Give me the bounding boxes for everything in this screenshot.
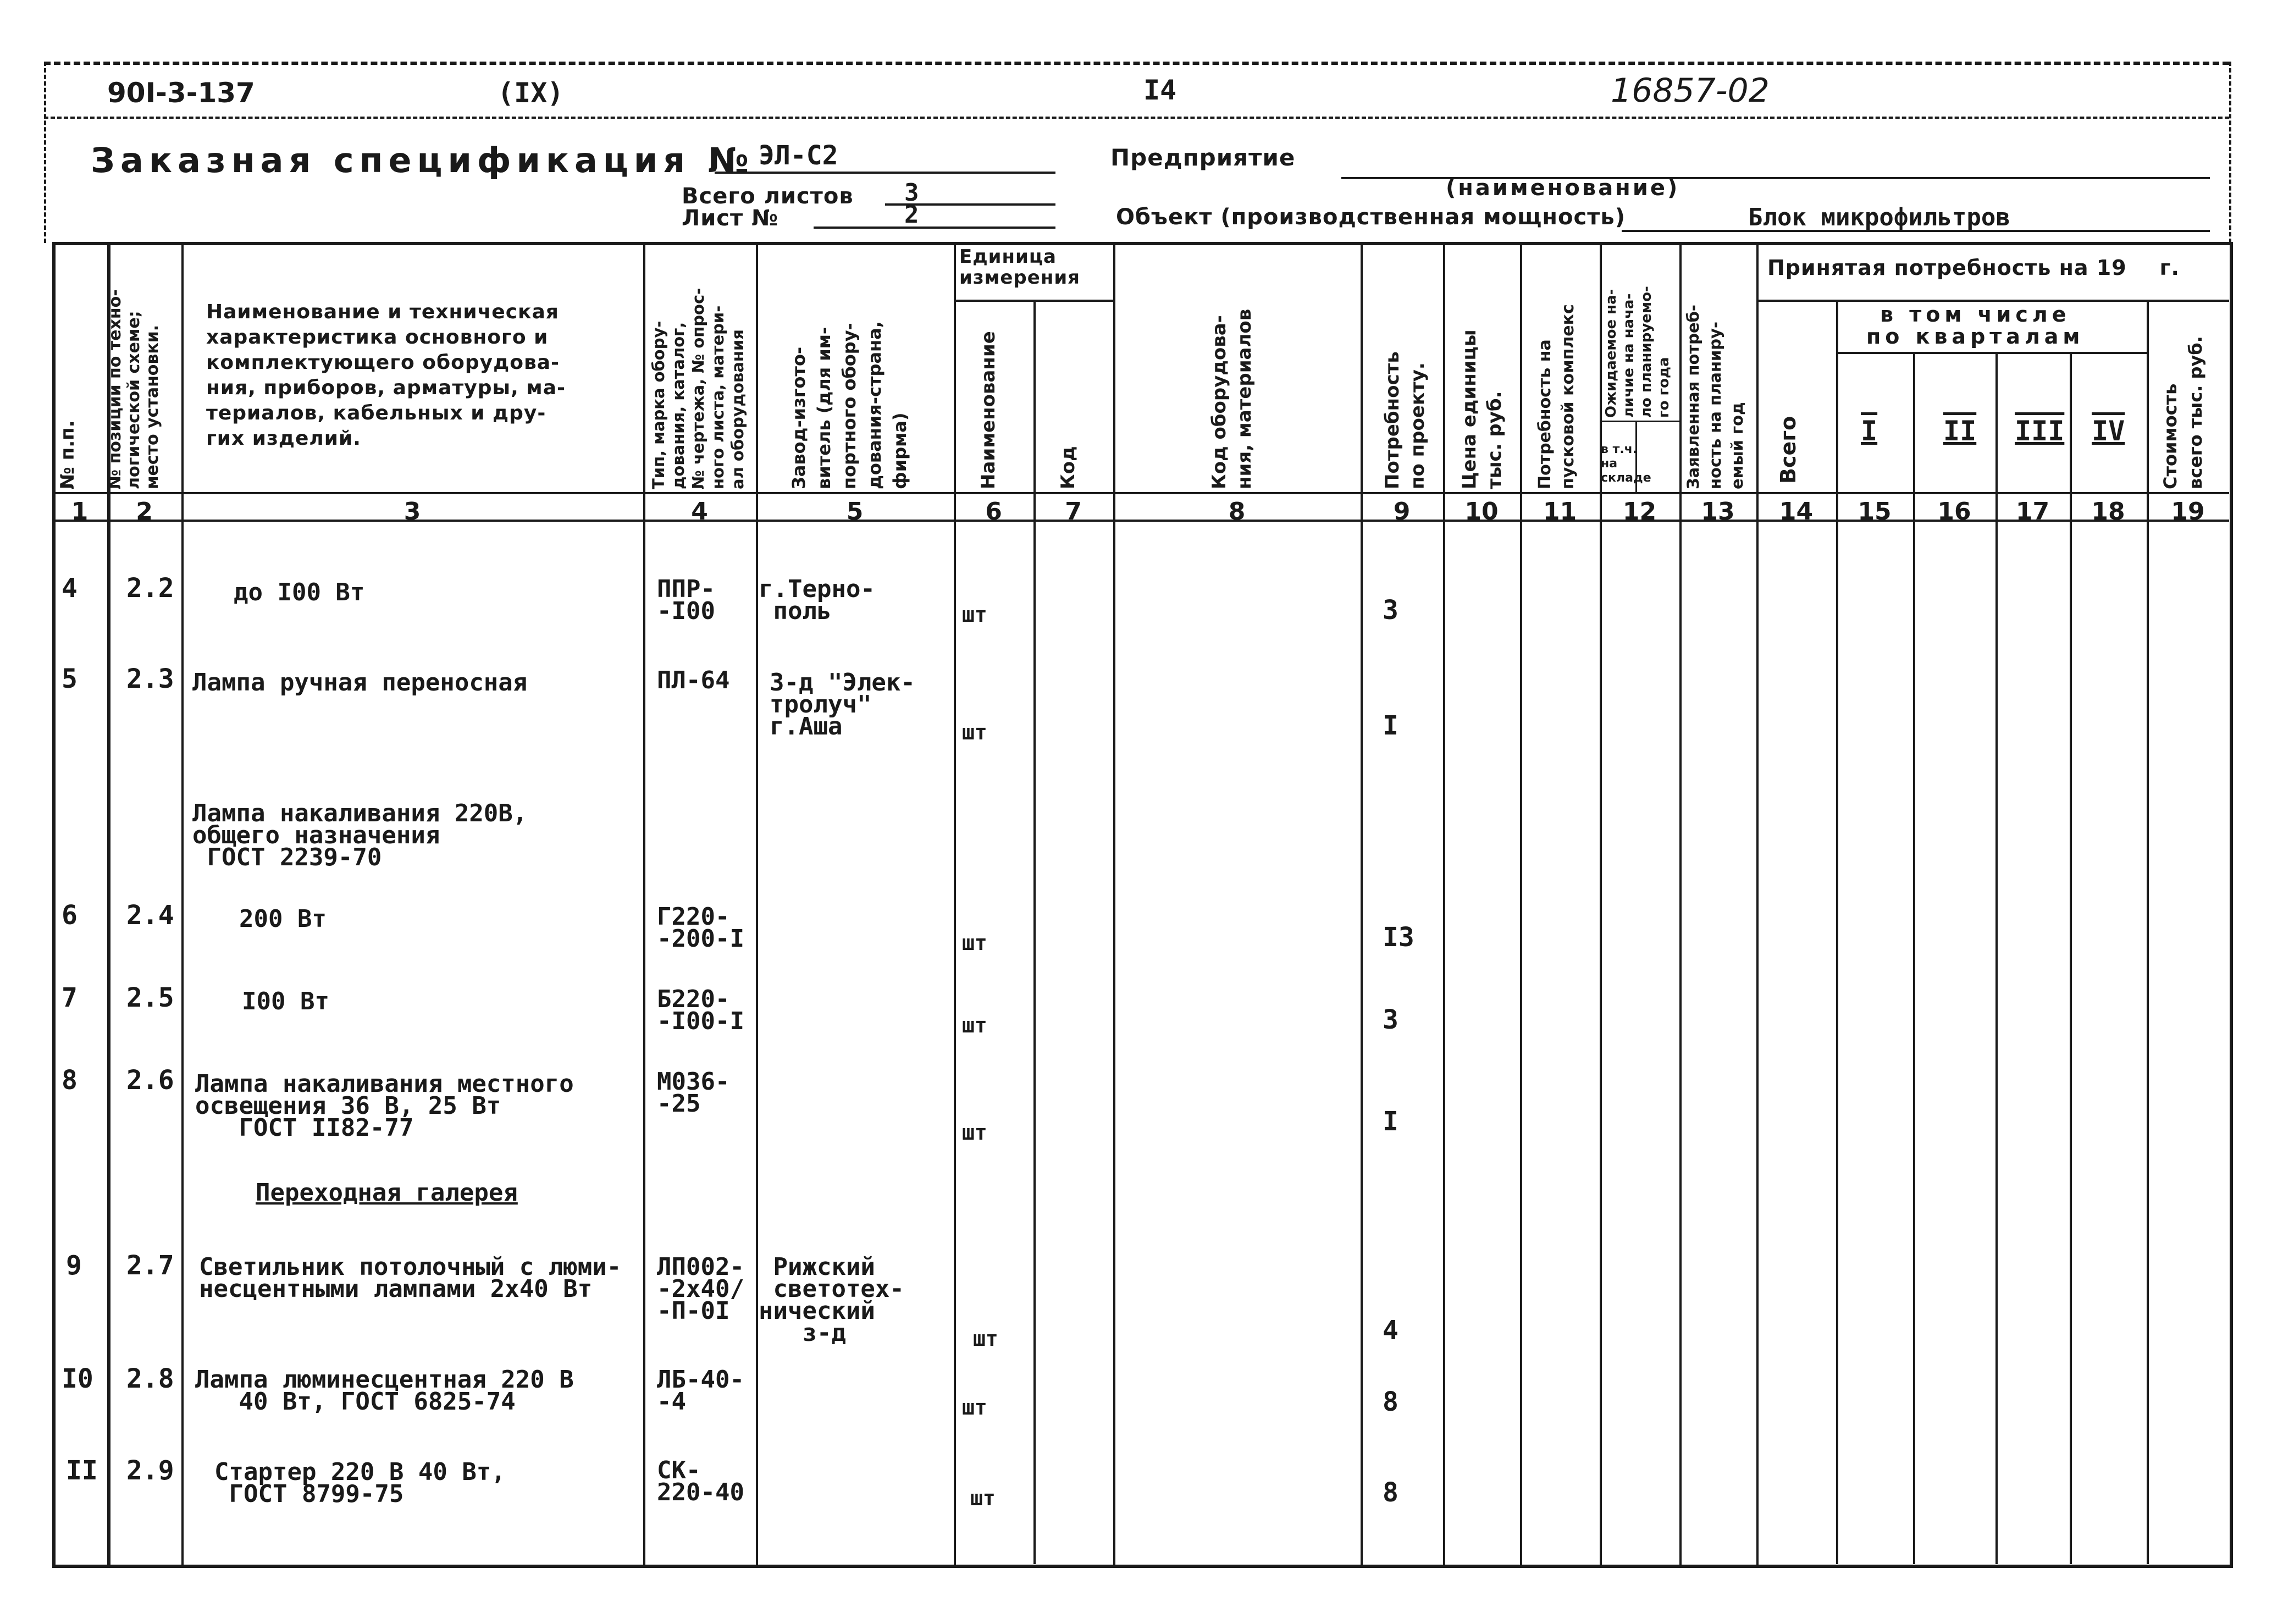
col-number: 3	[403, 498, 421, 526]
row-number: 9	[66, 1250, 82, 1281]
row-type: М036- -25	[657, 1068, 730, 1118]
unit-group-head: Единица измерения	[959, 246, 1080, 289]
row-type: Б220- -I00-I	[657, 985, 744, 1035]
col-head-10: Цена единицы тыс. руб.	[1458, 329, 1506, 489]
enterprise-label: Предприятие	[1110, 144, 1296, 171]
col-divider	[2070, 352, 2072, 1564]
col-number: 10	[1464, 498, 1499, 526]
accepted-head	[1767, 256, 2180, 280]
row-position: 2.4	[126, 900, 174, 931]
col-number: 12	[1622, 498, 1657, 526]
row-qty: I3	[1383, 922, 1414, 953]
col-divider	[1520, 242, 1522, 1565]
col-head-5: Завод-изгото- витель (для им- портного обору- дования-страна, фирма)	[788, 321, 910, 489]
quarters-group-line	[1836, 352, 2147, 354]
row-position: 2.8	[126, 1363, 174, 1394]
row-name: Стартер 220 В 40 Вт, ГОСТ 8799-75	[214, 1458, 506, 1508]
object-label: Объект (производственная мощность)	[1116, 205, 1626, 230]
col-number: 5	[846, 498, 864, 526]
page-number: I4	[1143, 74, 1177, 106]
object-line	[1622, 230, 2210, 232]
row-qty: 3	[1383, 595, 1398, 626]
col-head-12b: в т.ч. на складе	[1601, 443, 1651, 485]
row-number: II	[66, 1455, 98, 1486]
top-border	[44, 62, 2229, 65]
row-unit: шт	[962, 720, 987, 744]
row-position: 2.7	[126, 1250, 174, 1281]
col-divider	[1361, 242, 1363, 1565]
sheet-value: 2	[904, 201, 919, 229]
naming-label: (наименование)	[1446, 175, 1680, 201]
sheet-line	[814, 227, 1055, 229]
col-head-18: IV	[2092, 415, 2125, 447]
col-divider	[2147, 300, 2149, 1564]
col-number: 7	[1065, 498, 1082, 526]
col-head-9: Потребность по проекту.	[1381, 351, 1429, 489]
row-name: до I00 Вт	[234, 578, 365, 606]
col-head-17: III	[2015, 415, 2065, 447]
row-type: ППР- -I00	[657, 575, 715, 625]
row-unit: шт	[962, 1013, 987, 1037]
header-divider	[44, 117, 2229, 119]
part-label: (IX)	[497, 77, 564, 109]
row-maker: З-д "Элек- тролуч" г.Аша	[770, 669, 915, 741]
row-unit: шт	[962, 1395, 987, 1419]
total-sheets-label: Всего листов	[682, 184, 854, 209]
row-name: I00 Вт	[242, 987, 329, 1015]
row-name: Лампа накаливания 220В, общего назначения ГОСТ 2239-70	[192, 799, 528, 871]
col-head-8: Код оборудова- ния, материалов	[1208, 308, 1256, 489]
col-head-1: № п.п.	[57, 420, 79, 489]
col-head-6: Наименование	[977, 331, 999, 489]
col-number: 11	[1543, 498, 1577, 526]
col-head-7: Код	[1057, 446, 1079, 489]
row-position: 2.3	[126, 664, 174, 694]
doc-number: 16857-02	[1611, 71, 1770, 110]
col-head-4: Тип, марка обору- дования, каталог, № чертежа, № опрос- ного листа, матери- ал оборудования	[649, 288, 747, 489]
col-number: 8	[1228, 498, 1246, 526]
col-head-3: Наименование и техническая характеристика основного и комплектующего оборудова- ния, приборов, арматуры, ма- териалов, кабельных и дру- гих изделий.	[206, 301, 566, 450]
section-heading: Переходная галерея	[256, 1179, 518, 1207]
col-number: 14	[1779, 498, 1814, 526]
row-unit: шт	[962, 603, 987, 627]
row-type: ПЛ-64	[657, 666, 730, 694]
row-position: 2.2	[126, 573, 174, 604]
c12-split-line	[1600, 421, 1679, 422]
sheet-label: Лист №	[682, 206, 779, 231]
row-position: 2.5	[126, 982, 174, 1013]
row-unit: шт	[973, 1327, 998, 1351]
row-qty: 8	[1383, 1477, 1398, 1508]
accepted-group-line	[1756, 300, 2229, 302]
row-position: 2.6	[126, 1065, 174, 1096]
col-divider	[1679, 242, 1682, 1565]
col-head-14: Всего	[1776, 416, 1800, 484]
quarters-head: в том числе по кварталам	[1866, 302, 2085, 349]
col-number: 17	[2015, 498, 2050, 526]
unit-group-line	[954, 300, 1113, 302]
row-type: СК- 220-40	[657, 1456, 744, 1506]
object-value: Блок микрофильтров	[1748, 203, 2010, 231]
accepted-suffix: г.	[2159, 256, 2180, 280]
col-divider	[756, 242, 758, 1565]
row-qty: I	[1383, 710, 1398, 741]
col-number: 6	[985, 498, 1002, 526]
row-number: 8	[62, 1065, 78, 1096]
row-maker: Рижский светотех- нический з-д	[759, 1253, 904, 1347]
left-border-top	[44, 62, 46, 243]
row-type: Г220- -200-I	[657, 903, 744, 953]
col-divider	[1600, 242, 1602, 1565]
row-qty: I	[1383, 1106, 1398, 1137]
total-sheets-value: 3	[904, 179, 919, 207]
row-number: 4	[62, 573, 78, 604]
spec-title: Заказная спецификация №	[91, 140, 755, 180]
row-type: ЛБ-40- -4	[657, 1366, 744, 1416]
col-divider	[954, 242, 956, 1565]
col-head-2: № позиции по техно- логической схеме; место установки.	[106, 289, 162, 489]
col-number: 15	[1858, 498, 1892, 526]
col-divider	[643, 242, 645, 1565]
row-number: 6	[62, 900, 78, 931]
row-position: 2.9	[126, 1455, 174, 1486]
spec-number: ЭЛ-С2	[759, 140, 838, 171]
row-unit: шт	[962, 931, 987, 955]
col-divider	[1033, 300, 1036, 1564]
row-unit: шт	[970, 1486, 996, 1510]
row-name: 200 Вт	[239, 905, 327, 933]
col-number: 19	[2171, 498, 2205, 526]
col-divider	[1836, 300, 1838, 1564]
col-divider	[181, 242, 184, 1565]
col-number: 4	[691, 498, 708, 526]
row-name: Лампа ручная переносная	[192, 669, 528, 697]
col-number: 13	[1701, 498, 1735, 526]
row-number: 7	[62, 982, 78, 1013]
col-head-13: Заявленная потреб- ность на планиру- емый год	[1684, 305, 1746, 489]
row-maker: г.Терно- поль	[759, 575, 875, 625]
col-number: 1	[71, 498, 89, 526]
col-head-16: II	[1943, 415, 1977, 447]
col-number: 18	[2091, 498, 2125, 526]
row-name: Лампа накаливания местного освещения 36 В, 25 Вт ГОСТ II82-77	[195, 1070, 574, 1142]
col-number: 2	[136, 498, 153, 526]
col-number: 9	[1393, 498, 1411, 526]
right-border-top	[2229, 62, 2231, 243]
row-qty: 3	[1383, 1004, 1398, 1035]
row-number: 5	[62, 664, 78, 694]
col-head-12: Ожидаемое на- личие на нача- ло планируемо- го года	[1603, 286, 1672, 418]
spec-number-line	[715, 172, 1055, 174]
header-bottom-line	[52, 492, 2229, 494]
col-head-15: I	[1861, 415, 1878, 447]
col-number: 16	[1937, 498, 1971, 526]
row-type: ЛП002- -2х40/ -П-0I	[657, 1253, 744, 1325]
accepted-label: Принятая потребность на 19	[1767, 256, 2127, 280]
col-head-11: Потребность на пусковой комплекс	[1535, 304, 1578, 489]
row-number: I0	[62, 1363, 93, 1394]
col-divider	[1113, 242, 1115, 1565]
row-unit: шт	[962, 1120, 987, 1145]
col-head-19: Стоимость всего тыс. руб.	[2160, 336, 2206, 489]
row-qty: 8	[1383, 1387, 1398, 1417]
row-name: Лампа люминесцентная 220 В 40 Вт, ГОСТ 6825-74	[195, 1366, 574, 1416]
project-code: 90I-3-137	[107, 77, 255, 109]
col-divider	[1756, 242, 1759, 1565]
col-divider	[1913, 352, 1915, 1564]
row-qty: 4	[1383, 1315, 1398, 1346]
col-divider	[1995, 352, 1998, 1564]
col-divider	[1443, 242, 1445, 1565]
row-name: Светильник потолочный с люми- несцентными лампами 2х40 Вт	[199, 1253, 622, 1303]
